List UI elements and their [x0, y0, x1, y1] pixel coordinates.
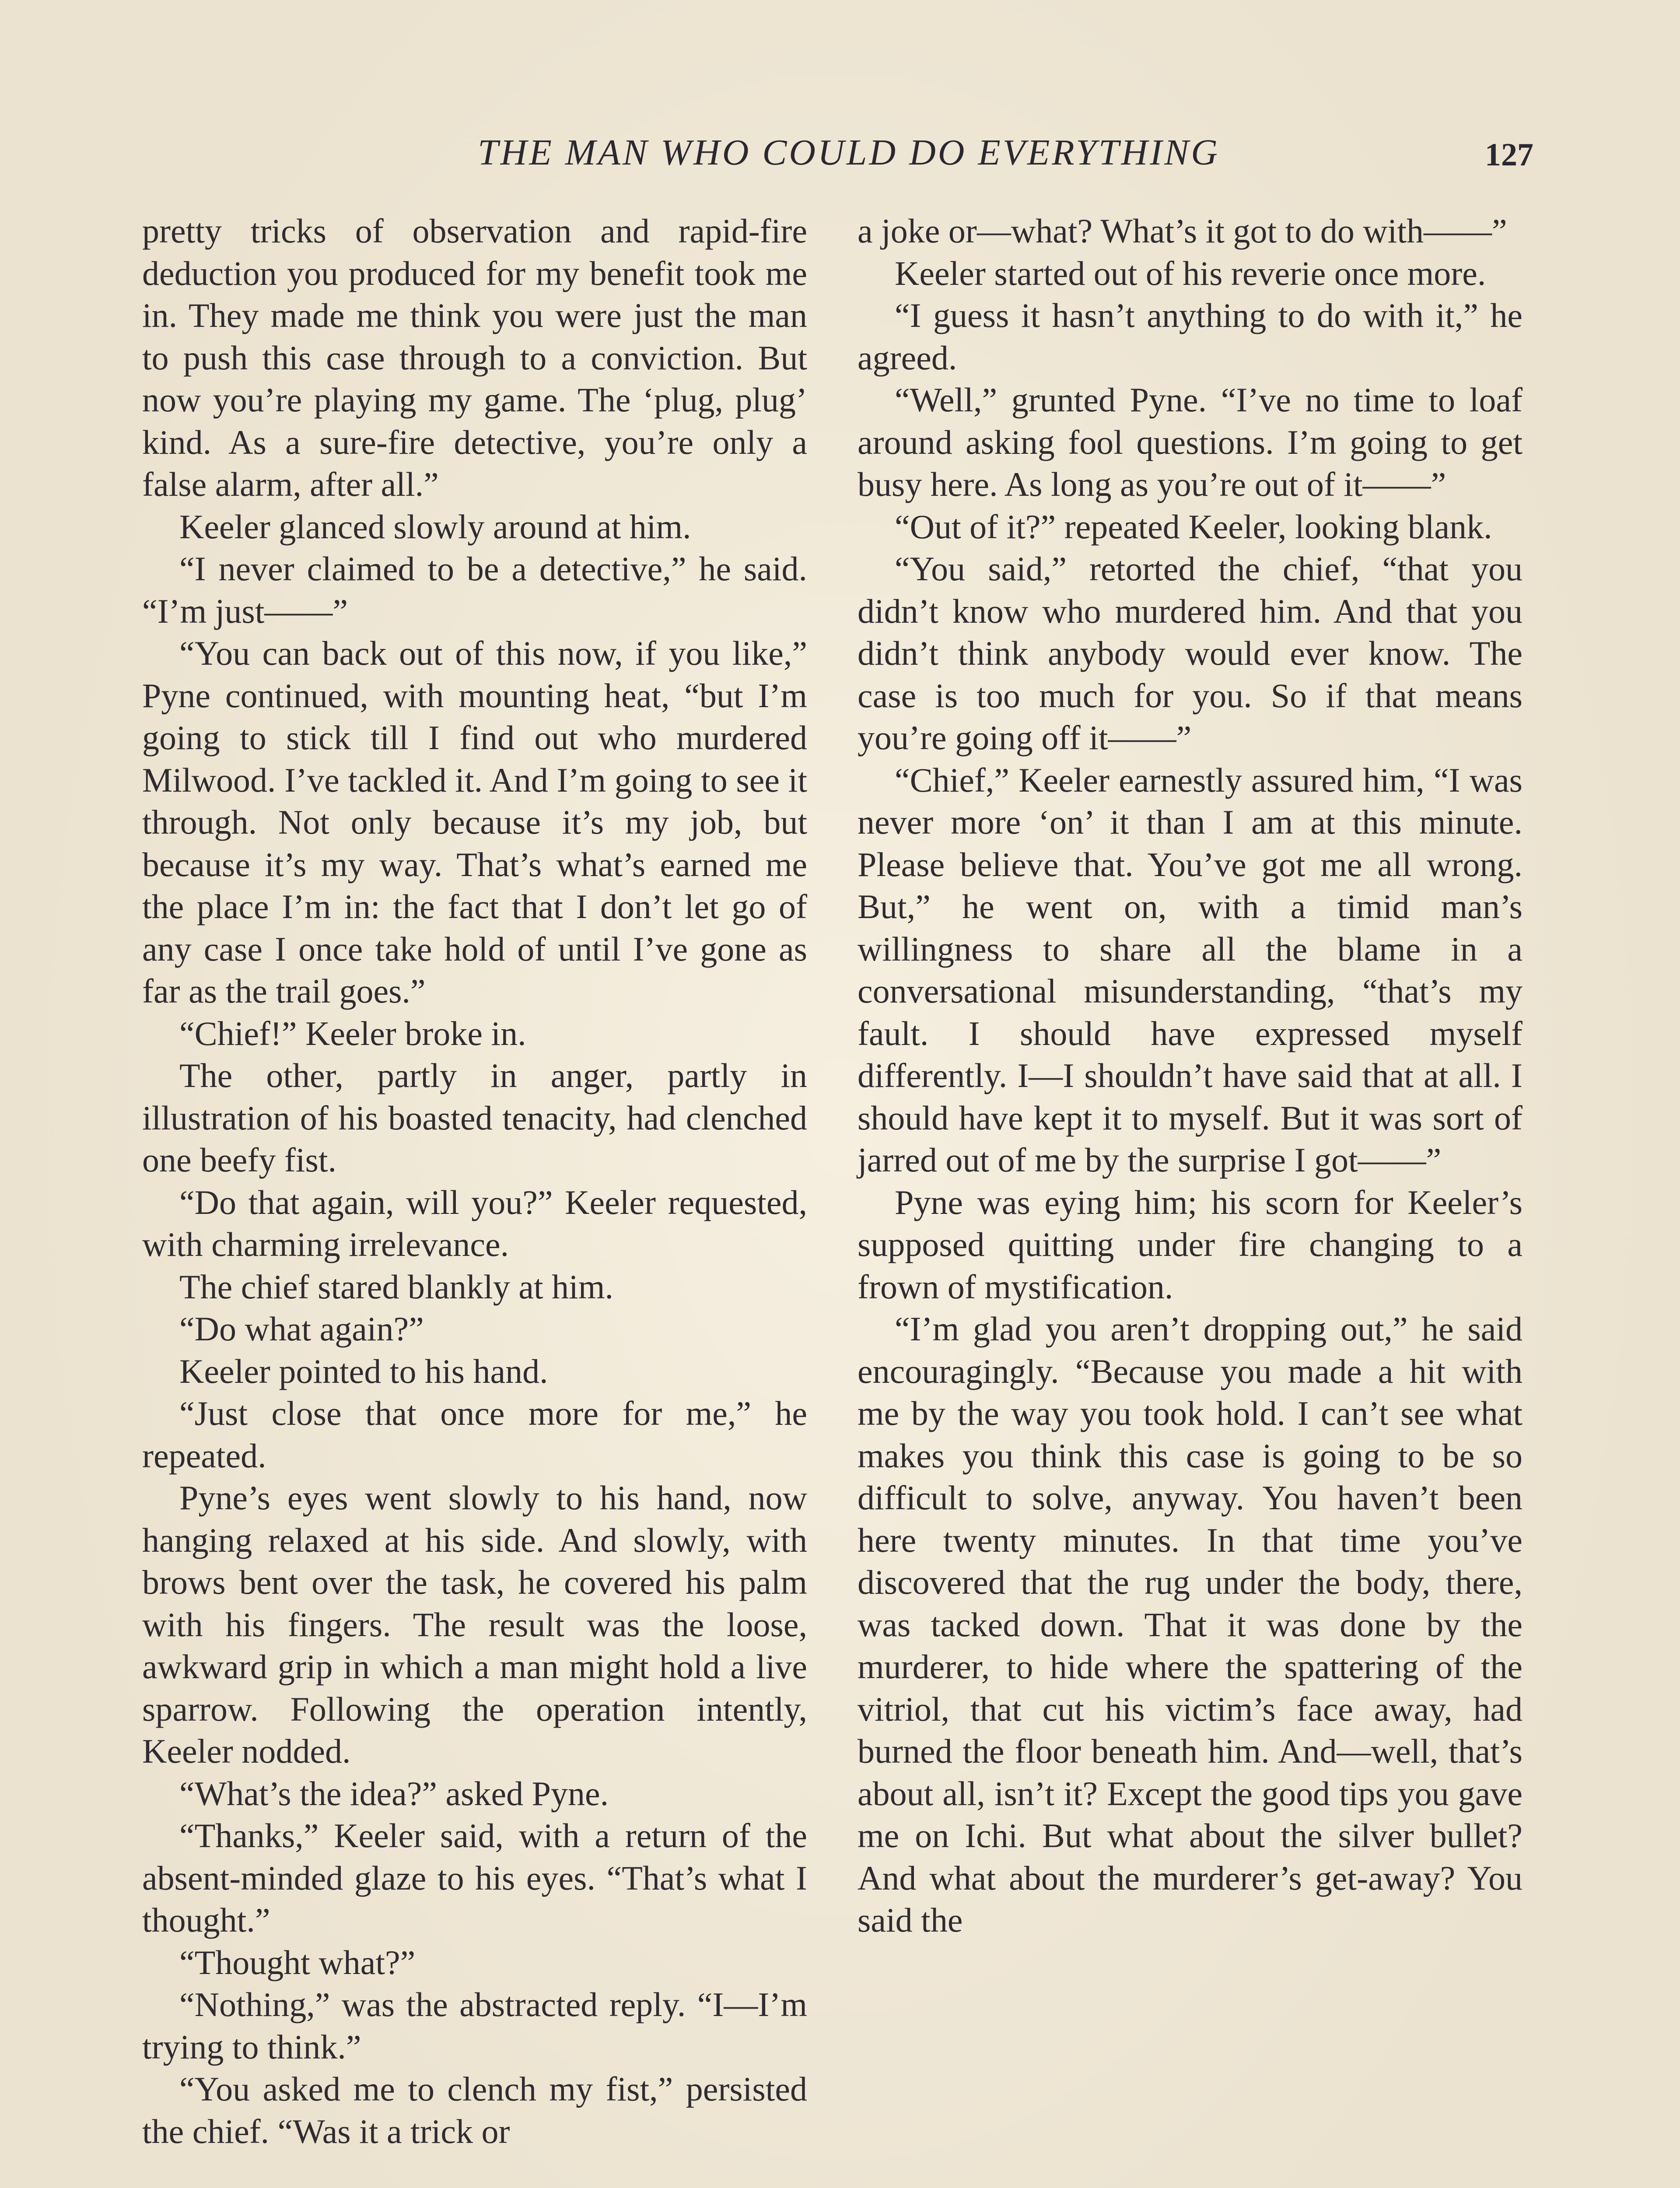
paragraph: “What’s the idea?” asked Pyne. — [179, 1774, 609, 1813]
page-number: 127 — [1485, 137, 1533, 173]
paragraph: The chief stared blankly at him. — [179, 1267, 613, 1306]
paragraph: “Do that again, will you?” Keeler requested, with charming irrelevance. — [142, 1183, 807, 1263]
paragraph: “I never claimed to be a detective,” he said. “I’m just——” — [142, 550, 807, 630]
paragraph: “You asked me to clench my fist,” persisted the chief. “Was it a trick or — [142, 2070, 807, 2150]
paragraph: “Nothing,” was the abstracted reply. “I—I’m trying to think.” — [142, 1985, 807, 2066]
paragraph: Pyne’s eyes went slowly to his hand, now hanging relaxed at his side. And slowly, with brows bent over the task, he covered his palm with his fingers. The result was the loose, awkward grip in which a man might hold a live sparrow. Following the operation intently, Keeler nodded. — [142, 1479, 807, 1770]
paragraph: “Well,” grunted Pyne. “I’ve no time to loaf around asking fool questions. I’m going to get busy here. As long as you’re out of it——” — [858, 381, 1522, 503]
paragraph: The other, partly in anger, partly in illustration of his boasted tenacity, had clenched one beefy fist. — [142, 1056, 807, 1179]
running-header: THE MAN WHO COULD DO EVERYTHING — [478, 132, 1220, 173]
paragraph: “I guess it hasn’t anything to do with it,” he agreed. — [858, 296, 1522, 377]
paragraph: “Chief!” Keeler broke in. — [179, 1014, 526, 1052]
paragraph: “You can back out of this now, if you like,” Pyne continued, with mounting heat, “but I’m going to stick till I find out who murdered Milwood. I’ve tackled it. And I’m going to see it through. Not only because it’s my job, but because it’s my way. That’s what’s earned me the place I’m in: the fact that I don’t let go of any case I once take hold of until I’ve gone as far as the trail goes.” — [142, 634, 807, 1010]
paragraph: pretty tricks of observation and rapid-fire deduction you produced for my benefit took me in. They made me think you were just the man to push this case through to a conviction. But now you’re playing my game. The ‘plug, plug’ kind. As a sure-fire detective, you’re only a false alarm, after all.” — [142, 212, 807, 503]
paragraph: “You said,” retorted the chief, “that you didn’t know who murdered him. And that you didn’t think anybody would ever know. The case is too much for you. So if that means you’re going off it——” — [858, 550, 1522, 757]
paragraph: Pyne was eying him; his scorn for Keeler’s supposed quitting under fire changing to a frown of mystification. — [858, 1183, 1522, 1306]
paragraph: Keeler pointed to his hand. — [179, 1352, 548, 1390]
right-column — [858, 210, 1522, 1942]
paragraph: a joke or—what? What’s it got to do with——” — [858, 212, 1507, 250]
paragraph: “I’m glad you aren’t dropping out,” he said encouragingly. “Because you made a hit with me by the way you took hold. I can’t see what makes you think this case is going to be so difficult to solve, anyway. You haven’t been here twenty minutes. In that time you’ve discovered that the rug under the body, there, was tacked down. That it was done by the murderer, to hide where the spattering of the vitriol, that cut his victim’s face away, had burned the floor beneath him. And—well, that’s about all, isn’t it? Except the good tips you gave me on Ichi. But what about the silver bullet? And what about the murderer’s get-away? You said the — [858, 1310, 1522, 1939]
paragraph: Keeler started out of his reverie once more. — [895, 254, 1486, 292]
paragraph: “Do what again?” — [179, 1310, 424, 1348]
paragraph: “Out of it?” repeated Keeler, looking blank. — [895, 507, 1492, 546]
paragraph: “Chief,” Keeler earnestly assured him, “I was never more ‘on’ it than I am at this minute. Please believe that. You’ve got me all wrong. But,” he went on, with a timid man’s willingness to share all the blame in a conversational misunderstanding, “that’s my fault. I should have expressed myself differently. I—I shouldn’t have said that at all. I should have kept it to myself. But it was sort of jarred out of me by the surprise I got——” — [858, 761, 1522, 1179]
paragraph: “Thanks,” Keeler said, with a return of the absent-minded glaze to his eyes. “That’s what I thought.” — [142, 1816, 807, 1939]
paragraph: Keeler glanced slowly around at him. — [179, 507, 691, 546]
left-column — [142, 210, 807, 2153]
paragraph: “Thought what?” — [179, 1943, 416, 1981]
paragraph: “Just close that once more for me,” he repeated. — [142, 1394, 807, 1475]
